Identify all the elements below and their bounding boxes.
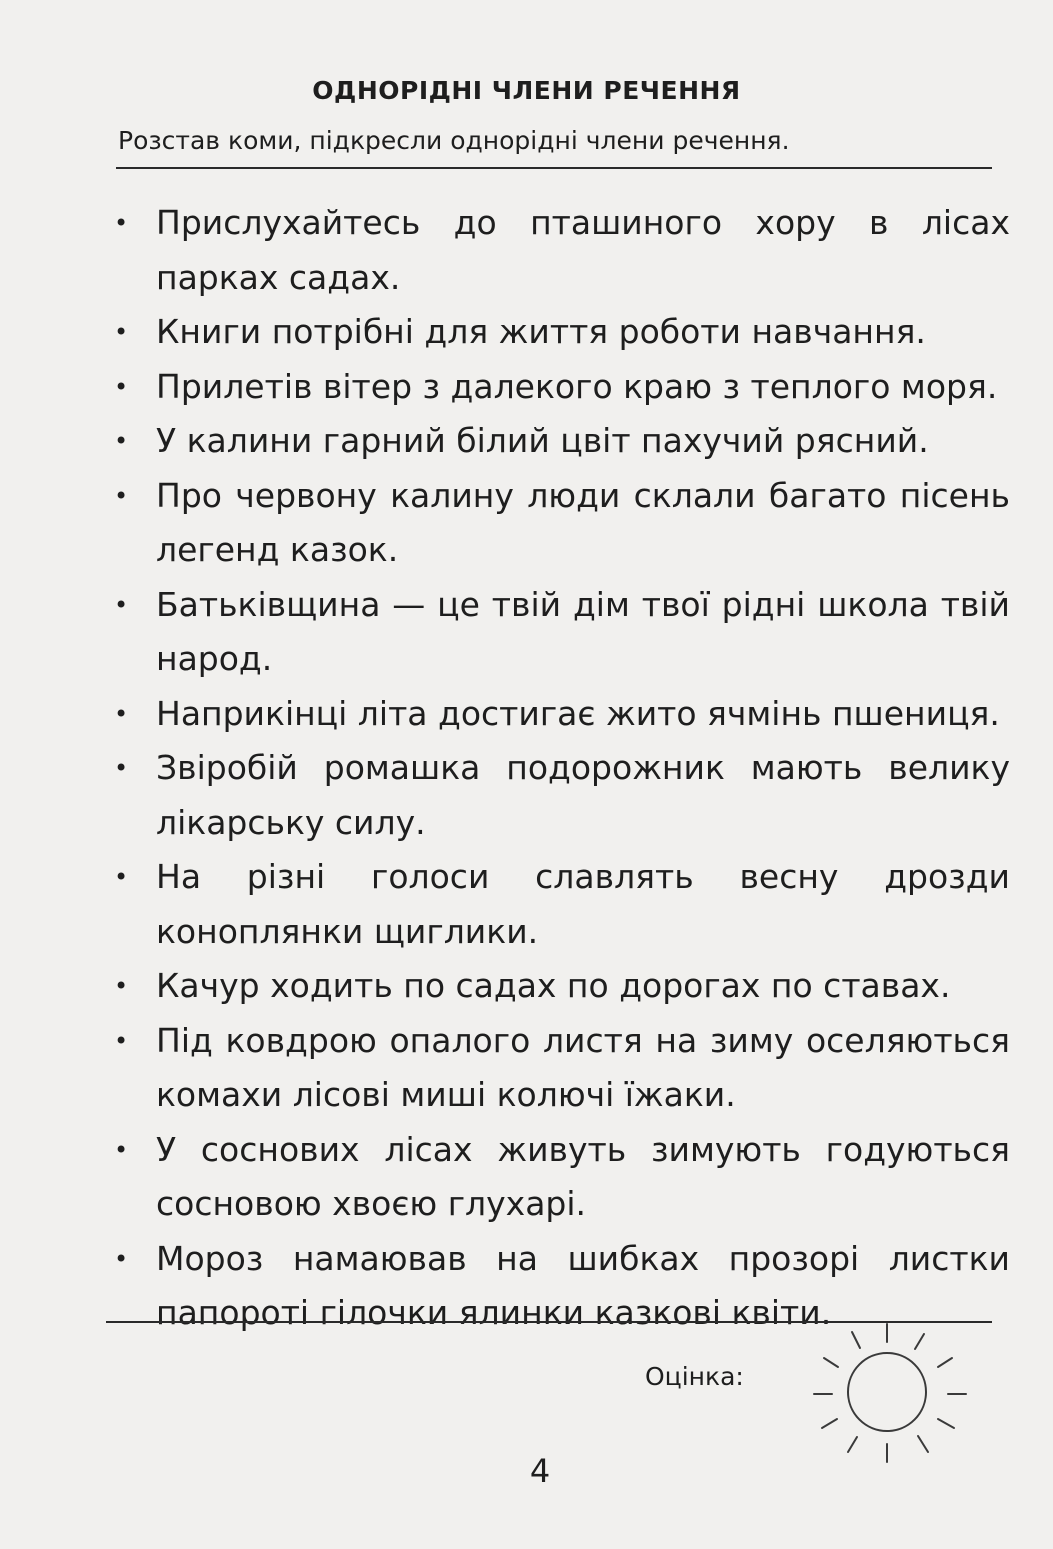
sentence-text: У соснових лісах живуть зимують годуються сосновою хвоєю глухарі. — [156, 1129, 1010, 1223]
sentence-item — [110, 687, 1010, 742]
bullet-icon: • — [114, 372, 129, 401]
bullet-icon: • — [114, 318, 129, 346]
sentence-text: На різні голоси славлять весну дрозди коноплянки щиглики. — [156, 857, 1010, 951]
sentence-text: Під ковдрою опалого листя на зиму оселяються комахи лісові миші колючі їжаки. — [156, 1020, 1010, 1114]
bullet-icon: • — [114, 481, 129, 510]
sentence-item — [110, 469, 1010, 578]
bullet-icon: • — [114, 754, 129, 782]
sentence-text: Наприкінці літа достигає жито ячмінь пшениця. — [156, 693, 1000, 733]
sentence-item — [110, 305, 1010, 360]
bullet-icon: • — [114, 1026, 129, 1055]
bullet-icon: • — [114, 209, 129, 237]
sentence-text: Про червону калину люди склали багато пісень легенд казок. — [156, 475, 1010, 569]
bullet-icon: • — [114, 1244, 129, 1273]
sentence-item — [110, 360, 1010, 415]
sentence-text: Мороз намаював на шибках прозорі листки папороті гілочки ялинки казкові квіти. — [156, 1238, 1010, 1332]
sentence-item — [110, 414, 1010, 469]
sentence-text: Звіробій ромашка подорожник мають велику лікарську силу. — [156, 748, 1010, 842]
sentence-list — [110, 196, 1010, 1341]
page-title: ОДНОРІДНІ ЧЛЕНИ РЕЧЕННЯ — [312, 76, 741, 105]
sentence-text: Книги потрібні для життя роботи навчання. — [156, 312, 926, 351]
sentence-text: Качур ходить по садах по дорогах по ставах. — [156, 966, 951, 1005]
sentence-text: Прилетів вітер з далекого краю з теплого моря. — [156, 366, 998, 406]
sentence-item — [110, 196, 1010, 305]
sentence-item — [110, 578, 1010, 687]
sentence-text: Батьківщина — це твій дім твої рідні школа твій народ. — [156, 584, 1010, 678]
sentence-item — [110, 850, 1010, 959]
bullet-icon: • — [114, 863, 129, 891]
task-instruction: Розстав коми, підкресли однорідні члени речення. — [118, 126, 790, 155]
page-number: 4 — [529, 1452, 551, 1490]
sentence-text: Прислухайтесь до пташиного хору в лісах парках садах. — [156, 203, 1010, 297]
grade-label: Оцінка: — [645, 1362, 744, 1391]
sentence-item — [110, 1014, 1010, 1123]
sentence-text: У калини гарний білий цвіт пахучий рясний. — [156, 421, 929, 460]
bullet-icon: • — [114, 590, 129, 619]
sentence-item — [110, 741, 1010, 850]
bullet-icon: • — [114, 972, 129, 1000]
sun-disc — [848, 1353, 926, 1431]
sun-icon — [812, 1318, 982, 1468]
bullet-icon: • — [114, 699, 129, 728]
bullet-icon: • — [114, 1135, 129, 1164]
top-divider — [116, 167, 992, 169]
sentence-item — [110, 1123, 1010, 1232]
bullet-icon: • — [114, 427, 129, 455]
sentence-item — [110, 959, 1010, 1014]
